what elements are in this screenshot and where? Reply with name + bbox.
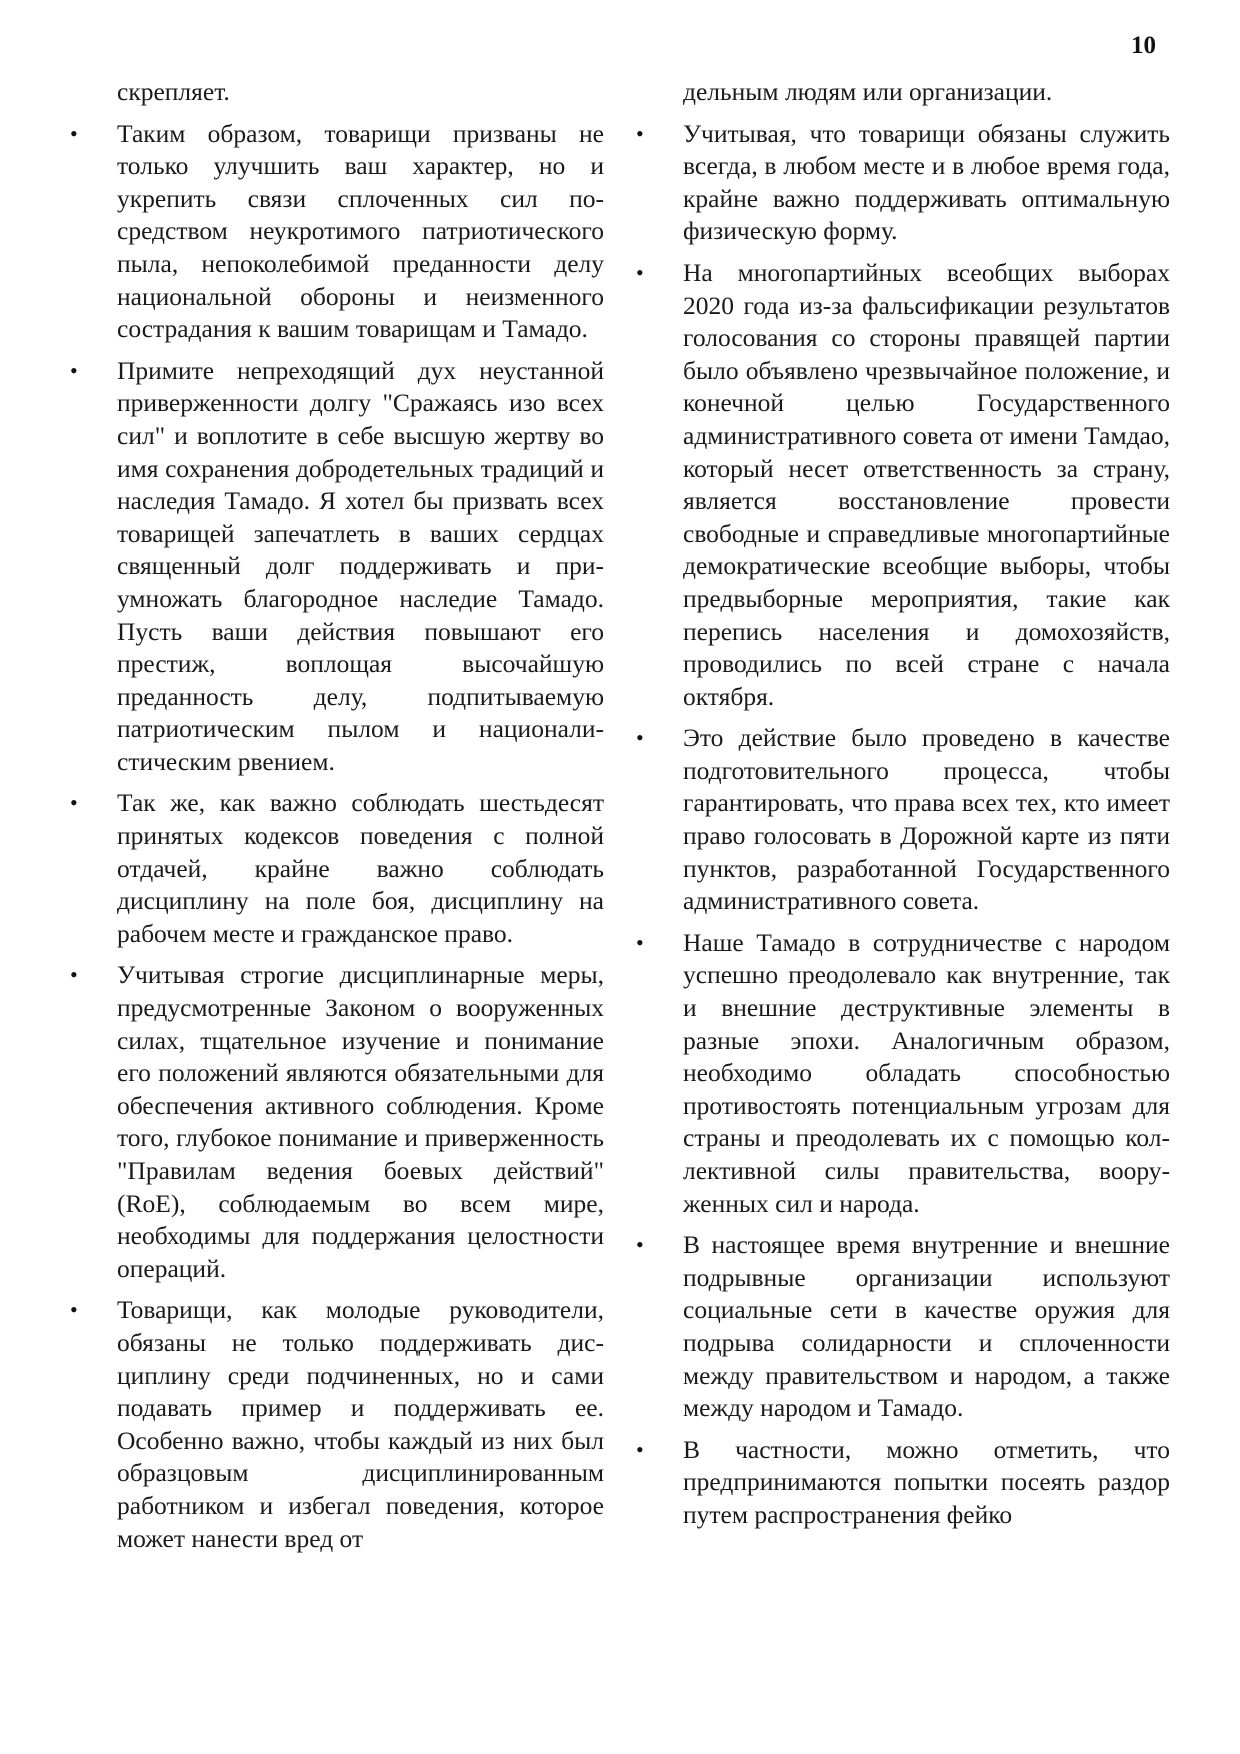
continued-text: дельным людям или организации.	[683, 77, 1053, 106]
list-item: • Наше Тамадо в сотрудничестве с народом успешно преодолевало как внутренние, так и внешние деструктивные элементы в разные эпохи. Аналогичным образом, необходимо обладать способностью противостоять потенциальным угрозам для страны и преодолевать их с помощью коллективной силы правительства, вооруженных сил и народа.	[676, 927, 1170, 1220]
bullet-list	[676, 118, 1170, 1532]
list-item: • Учитывая, что товарищи обязаны служить всегда, в любом месте и в любое время года, крайне важно поддерживать оптимальную физическую форму.	[676, 118, 1170, 248]
list-item: • Так же, как важно соблюдать шестьдесят принятых кодексов поведения с полной отдачей, крайне важно соблюдать дисциплину на поле боя, дисциплину на рабочем месте и гражданское право.	[110, 787, 604, 950]
list-item: • Учитывая строгие дисциплинарные меры, предусмотренные Законом о вооруженных силах, тщательное изучение и понимание его положений являются обязательными для обеспечения активного соблюдения. Кроме того, глубокое понимание и приверженность "Правилам ведения боевых действий" (RoE), соблюдаемым во всем мире, необходимы для поддержания целостности операций.	[110, 959, 604, 1285]
right-column	[676, 76, 1170, 1541]
list-item: • Товарищи, как молодые руководители, обязаны не только поддерживать дисциплину среди подчиненных, но и сами подавать пример и поддерживать ее. Особенно важно, чтобы каждый из них был образцовым дисциплинированным работником и избегал поведения, которое может нанести вред от	[110, 1294, 604, 1555]
list-item: • Таким образом, товарищи призваны не только улучшить ваш характер, но и укрепить связи сплоченных сил посредством неукротимого патриотического пыла, непоколебимой преданности делу национальной обороны и неизменного сострадания к вашим товарищам и Тамадо.	[110, 118, 604, 346]
bullet-list	[110, 118, 604, 1556]
list-item: • Это действие было проведено в качестве подготовительного процесса, чтобы гарантировать, что права всех тех, кто имеет право голосовать в Дорожной карте из пяти пунктов, разработанной Государственного административного совета.	[676, 722, 1170, 918]
continued-text: скрепляет.	[117, 77, 230, 106]
list-item: • В настоящее время внутренние и внешние подрывные организации используют социальные сети в качестве оружия для подрыва солидарности и сплоченности между правительством и народом, а также между народом и Тамадо.	[676, 1229, 1170, 1425]
left-column	[110, 76, 604, 1564]
list-item: • В частности, можно отметить, что предпринимаются попытки посеять раздор путем распространения фейко	[676, 1434, 1170, 1532]
list-item: • Примите непреходящий дух неустанной приверженности долгу "Сражаясь изо всех сил" и воплотите в себе высшую жертву во имя сохранения добродетельных традиций и наследия Тамадо. Я хотел бы призвать всех товарищей запечатлеть в ваших сердцах священный долг поддерживать и приумножать благородное наследие Тамадо. Пусть ваши действия повышают его престиж, воплощая высочайшую преданность делу, подпитываемую патриотическим пылом и националистическим рвением.	[110, 355, 604, 779]
page-number: 10	[1131, 32, 1156, 59]
list-item: • На многопартийных всеобщих выборах 2020 года из-за фальсификации результатов голосования со стороны правящей партии было объявлено чрезвычайное положение, и конечной целью Государственного административного совета от имени Тамдао, который несет ответственность за страну, является восстановление провести свободные и справедливые многопартийные демократические всеобщие выборы, чтобы предвыборные мероприятия, такие как перепись населения и домохозяйств, проводились по всей стране с начала октября.	[676, 257, 1170, 713]
